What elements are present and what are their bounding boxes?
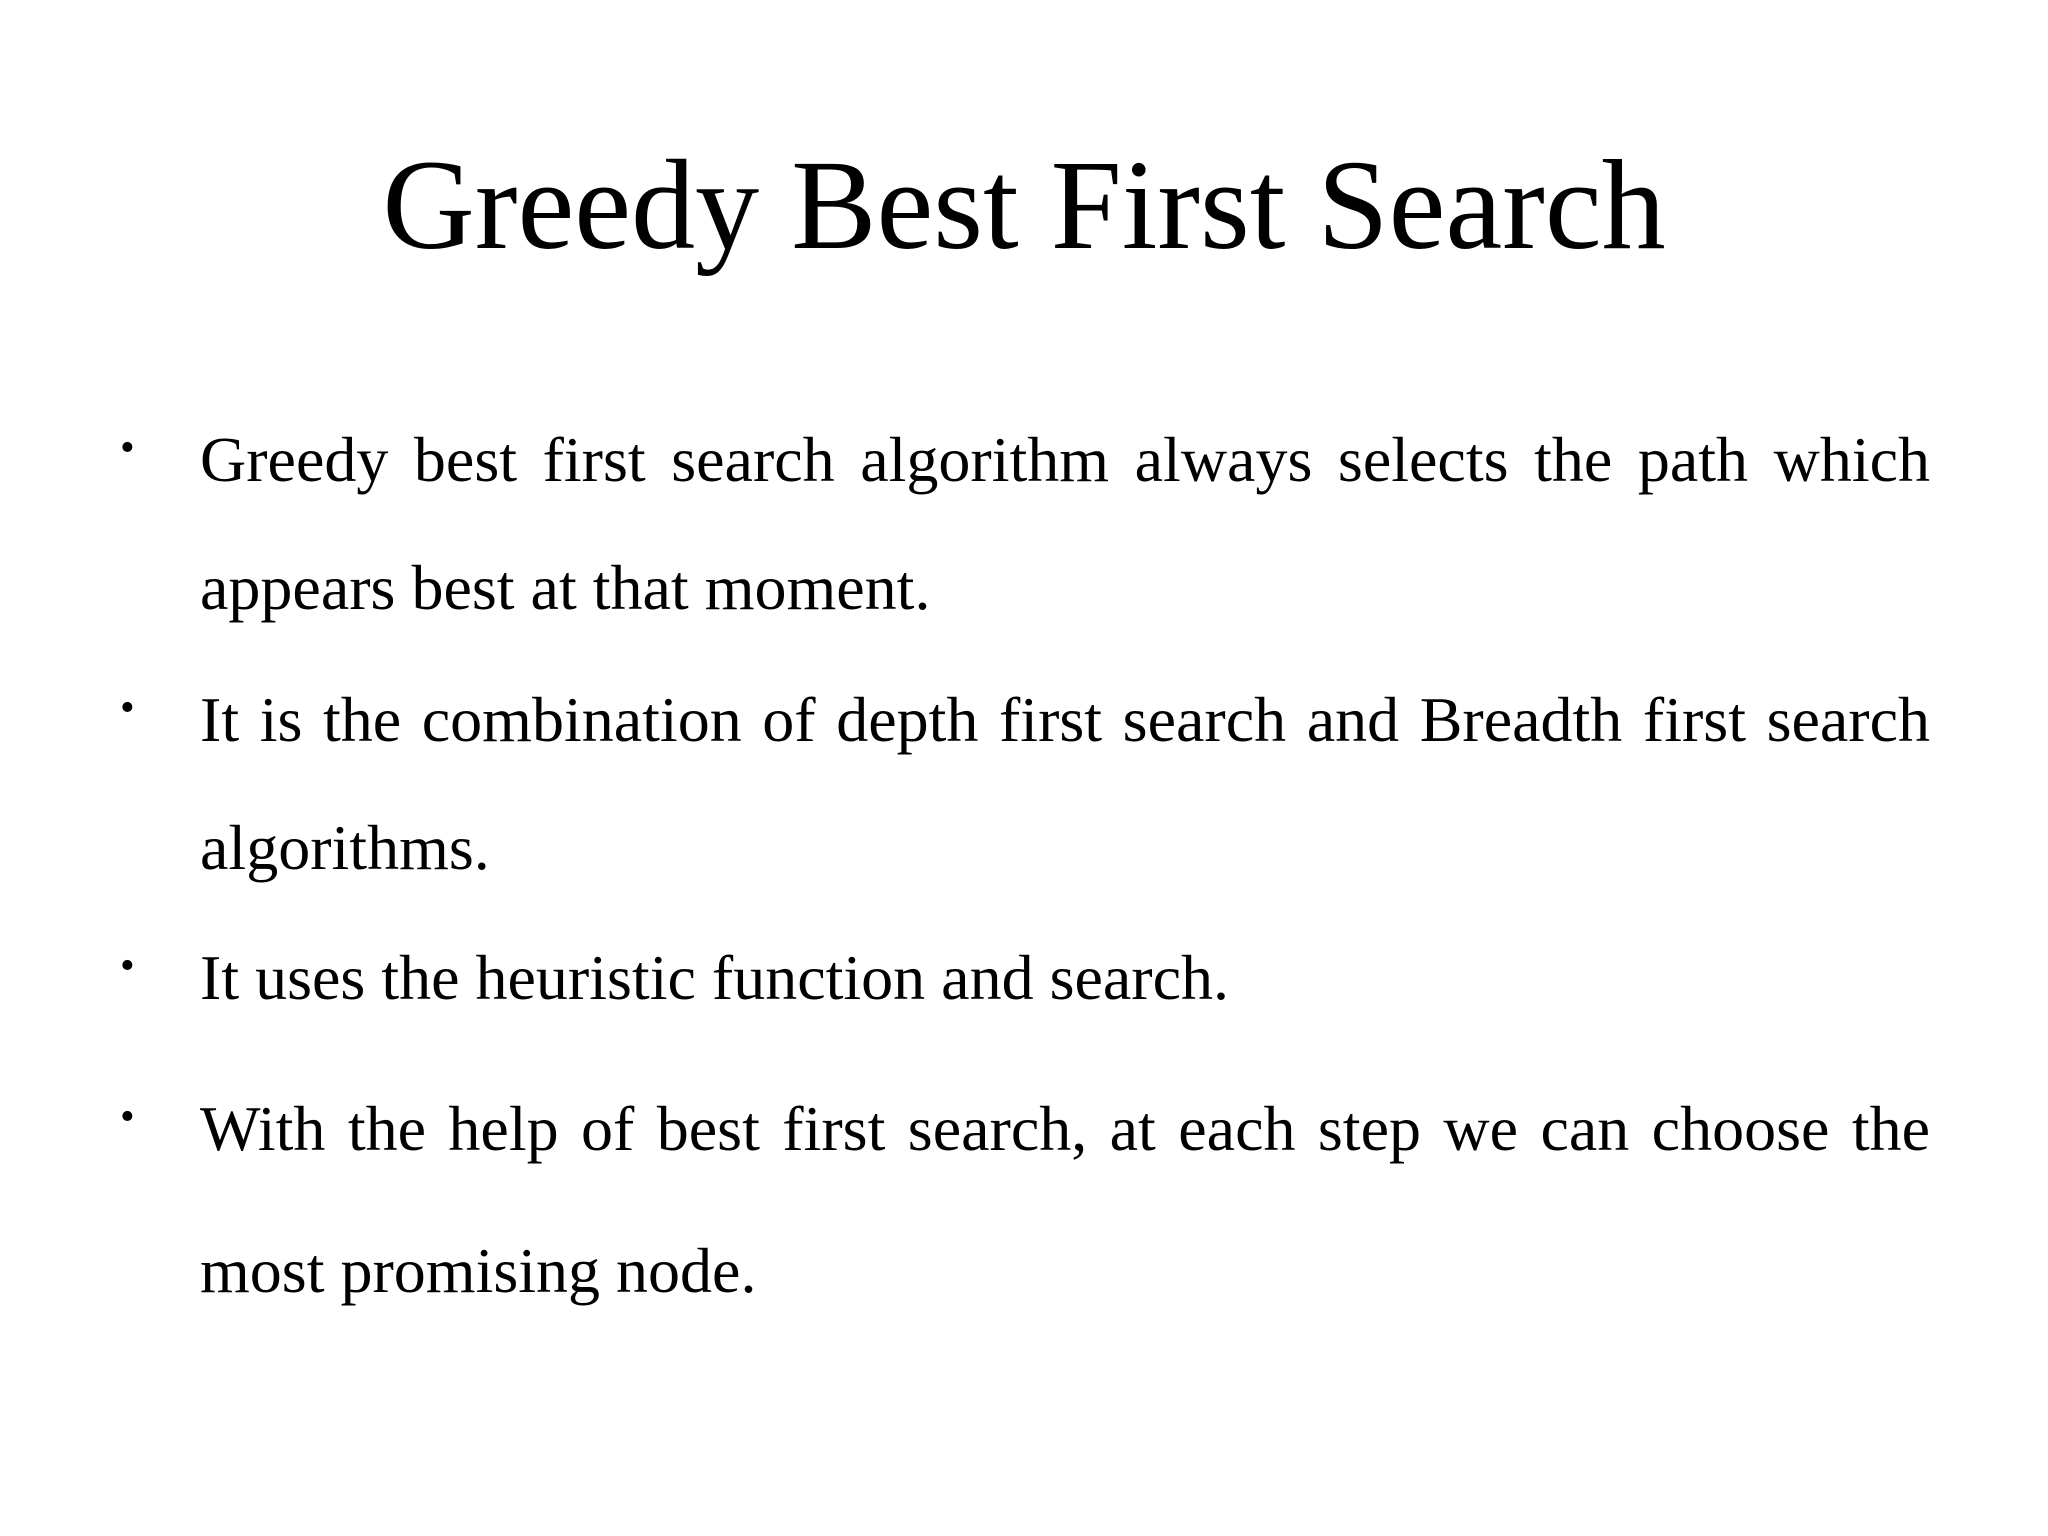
bullet-icon: •	[120, 685, 135, 731]
bullet-text: Greedy best first search algorithm always selects the path which appears best at that moment.	[200, 424, 1930, 623]
bullet-icon: •	[120, 1094, 135, 1140]
bullet-icon: •	[120, 943, 135, 989]
bullet-text: It is the combination of depth first search and Breadth first search algorithms.	[200, 684, 1930, 883]
bullet-item	[120, 914, 1930, 1042]
bullet-item	[120, 656, 1930, 912]
bullet-item	[120, 1058, 1930, 1342]
slide-title: Greedy Best First Search	[382, 134, 1666, 276]
bullet-item	[120, 396, 1930, 652]
bullet-text: It uses the heuristic function and search.	[200, 942, 1229, 1013]
bullet-icon: •	[120, 425, 135, 471]
bullet-text: With the help of best first search, at each step we can choose the most promising node.	[200, 1093, 1930, 1306]
